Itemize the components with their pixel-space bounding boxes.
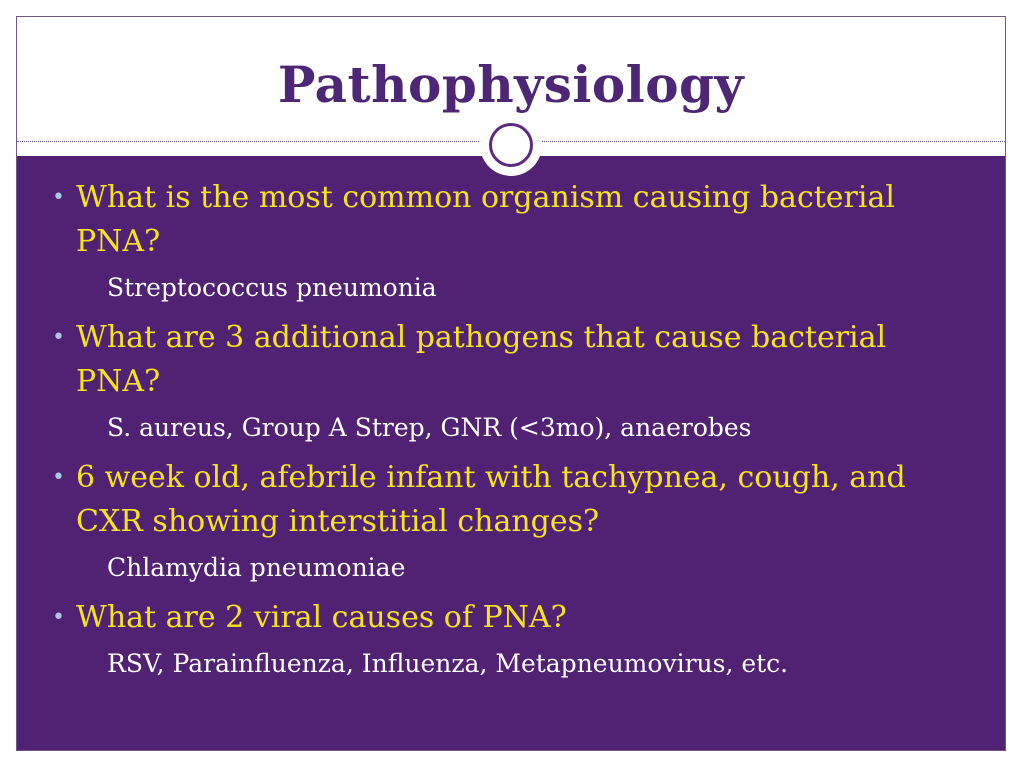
list-item bbox=[50, 596, 970, 684]
question-text bbox=[50, 456, 970, 544]
question-label: What is the most common organism causing bacterial PNA? bbox=[76, 180, 895, 259]
list-item bbox=[50, 456, 970, 588]
list-item bbox=[50, 316, 970, 448]
bullet-list bbox=[50, 176, 970, 692]
list-item bbox=[50, 176, 970, 308]
question-text bbox=[50, 176, 970, 264]
question-text bbox=[50, 596, 970, 640]
answer-text: Chlamydia pneumoniae bbox=[107, 553, 406, 582]
question-label: What are 2 viral causes of PNA? bbox=[76, 600, 567, 635]
bullet-icon: • bbox=[52, 325, 65, 350]
bullet-icon: • bbox=[52, 605, 65, 630]
bullet-icon: • bbox=[52, 465, 65, 490]
question-label: What are 3 additional pathogens that cause bacterial PNA? bbox=[76, 320, 887, 399]
question-text bbox=[50, 316, 970, 404]
bullet-icon: • bbox=[52, 185, 65, 210]
answer-text: RSV, Parainfluenza, Influenza, Metapneumovirus, etc. bbox=[107, 649, 789, 678]
divider-circle-ring bbox=[489, 123, 533, 167]
answer-text: S. aureus, Group A Strep, GNR (<3mo), anaerobes bbox=[107, 413, 752, 442]
answer-text: Streptococcus pneumonia bbox=[107, 273, 437, 302]
question-label: 6 week old, afebrile infant with tachypnea, cough, and CXR showing interstitial changes? bbox=[76, 460, 906, 539]
slide-title: Pathophysiology bbox=[277, 55, 745, 114]
